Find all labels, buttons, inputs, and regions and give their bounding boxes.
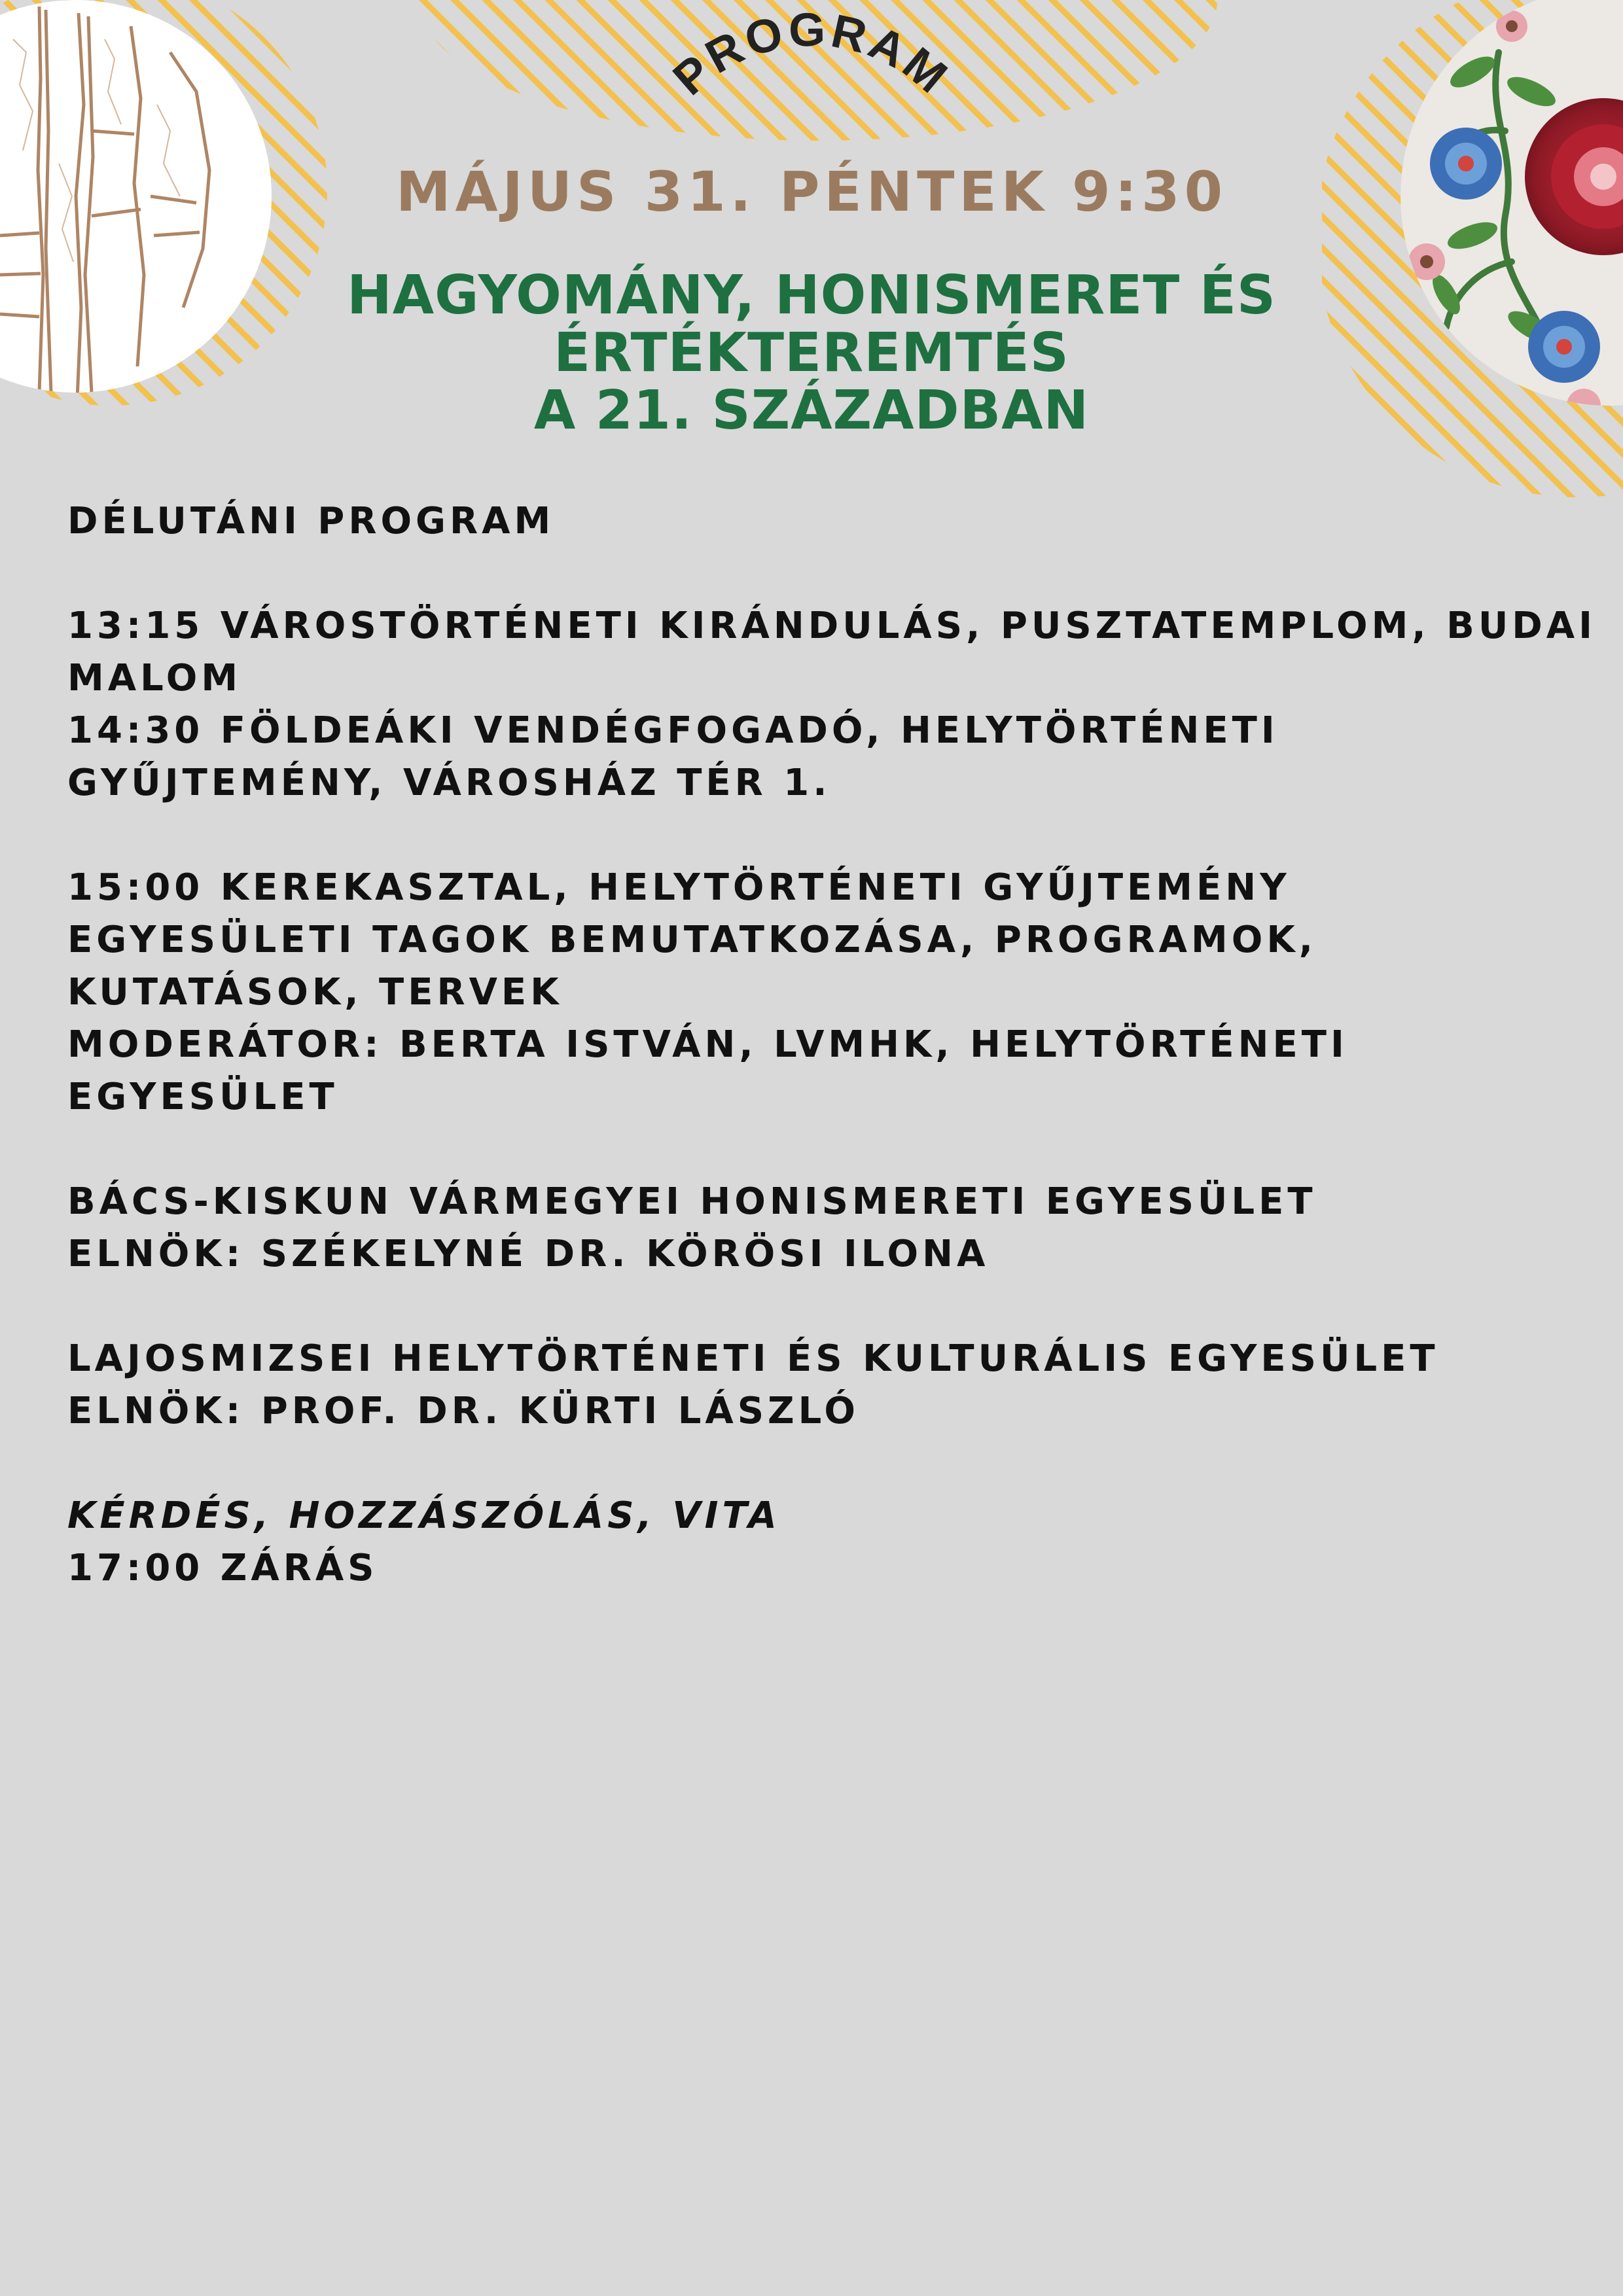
arc-title-text: PROGRAM [663, 3, 959, 105]
event-headline [0, 264, 1623, 442]
afternoon-program [67, 495, 1596, 1595]
program-line: LAJOSMIZSEI HELYTÖRTÉNETI ÉS KULTURÁLIS EGYESÜLET [67, 1337, 1439, 1380]
program-line: MALOM [67, 657, 242, 699]
program-line: GYŰJTEMÉNY, VÁROSHÁZ TÉR 1. [67, 762, 831, 804]
program-line: ELNÖK: SZÉKELYNÉ DR. KÖRÖSI ILONA [67, 1233, 990, 1275]
program-line: 13:15 VÁROSTÖRTÉNETI KIRÁNDULÁS, PUSZTATEMPLOM, BUDAI [67, 605, 1596, 647]
program-line: EGYESÜLETI TAGOK BEMUTATKOZÁSA, PROGRAMOK, [67, 919, 1317, 961]
svg-text:PROGRAM [664, 4, 959, 105]
closing-question: KÉRDÉS, HOZZÁSZÓLÁS, VITA [67, 1494, 781, 1537]
program-line: 14:30 FÖLDEÁKI VENDÉGFOGADÓ, HELYTÖRTÉNETI [67, 709, 1279, 752]
program-line: MODERÁTOR: BERTA ISTVÁN, LVMHK, HELYTÖRTÉNETI [67, 1023, 1348, 1066]
program-line: KUTATÁSOK, TERVEK [67, 971, 563, 1014]
program-line: ELNÖK: PROF. DR. KÜRTI LÁSZLÓ [67, 1390, 859, 1432]
program-section-title: DÉLUTÁNI PROGRAM [67, 500, 555, 542]
event-date: MÁJUS 31. PÉNTEK 9:30 [395, 160, 1228, 224]
program-line: 15:00 KEREKASZTAL, HELYTÖRTÉNETI GYŰJTEMÉNY [67, 866, 1291, 909]
program-line: BÁCS-KISKUN VÁRMEGYEI HONISMERETI EGYESÜLET [67, 1180, 1317, 1223]
headline-line-2: ÉRTÉKTEREMTÉS [554, 322, 1069, 384]
closing-time: 17:00 ZÁRÁS [67, 1547, 378, 1589]
program-line: EGYESÜLET [67, 1076, 338, 1118]
headline-line-3: A 21. SZÁZADBAN [533, 380, 1090, 442]
headline-line-1: HAGYOMÁNY, HONISMERET ÉS [347, 264, 1276, 327]
